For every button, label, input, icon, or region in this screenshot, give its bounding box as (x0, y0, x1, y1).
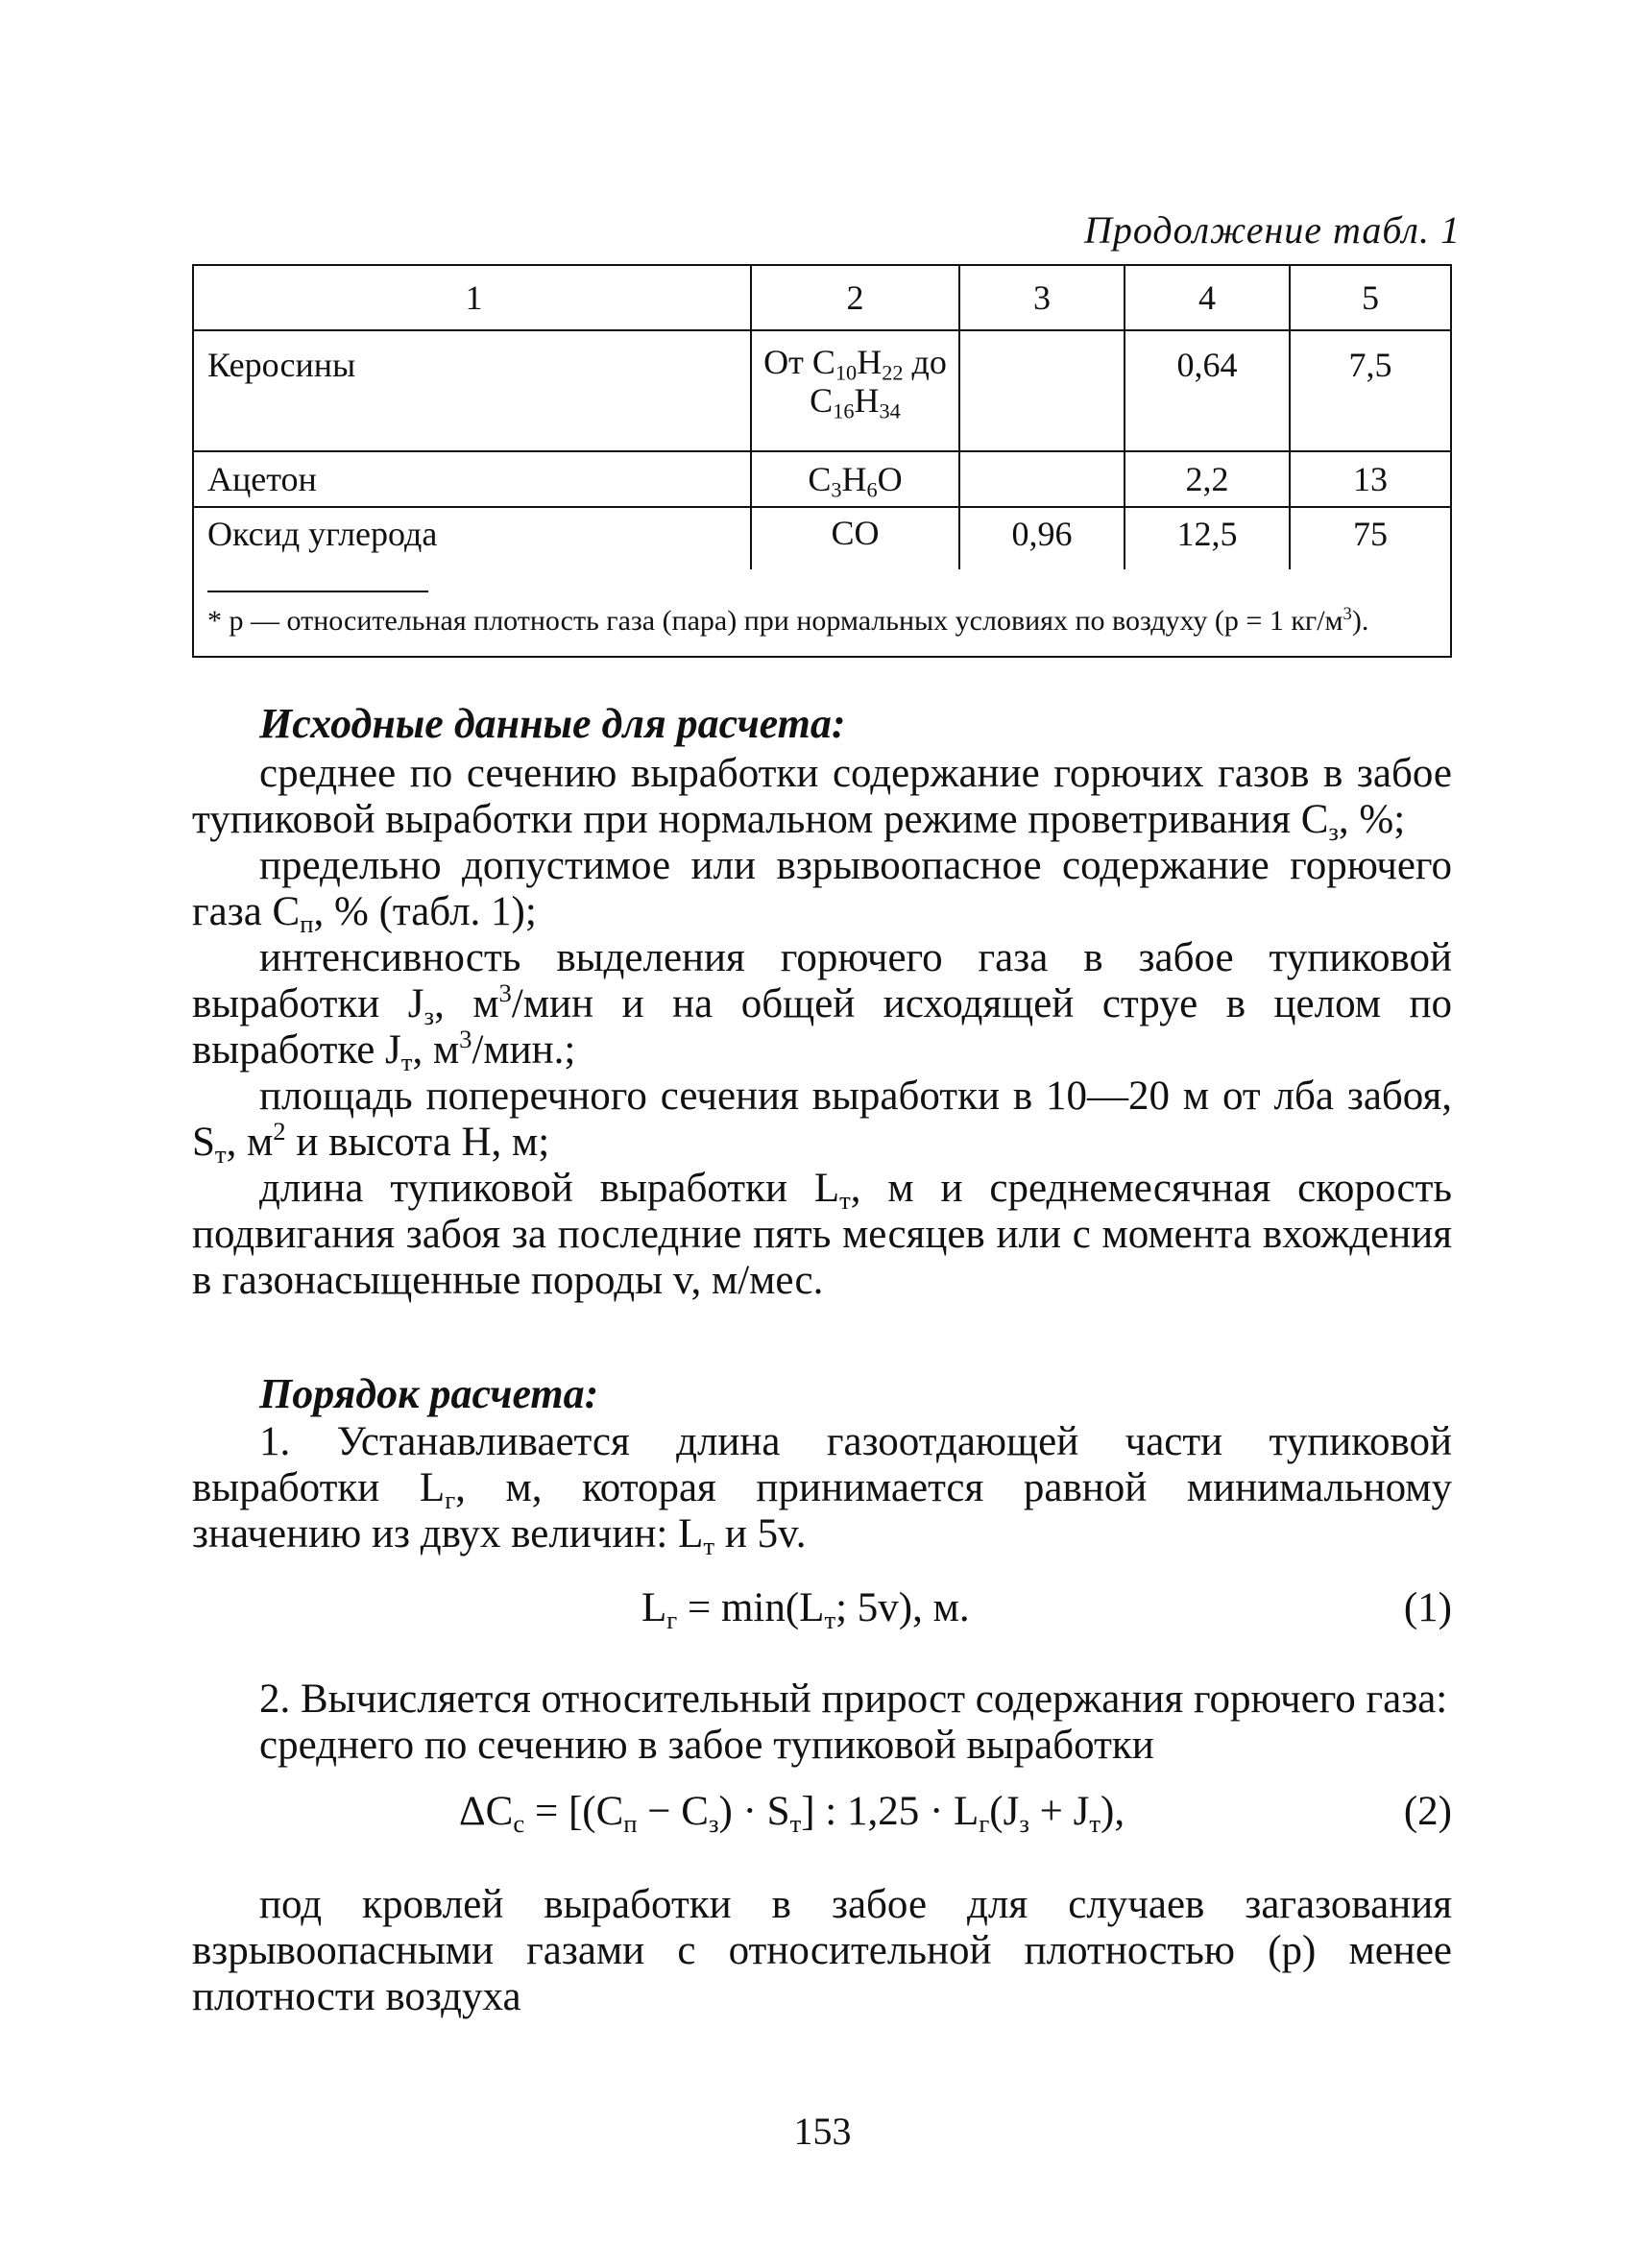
header-col-1: 1 (193, 265, 751, 330)
table-footnote: * р — относительная плотность газа (пара) при нормальных условиях по воздуху (р = 1 $кг/м^3$). (207, 603, 1369, 637)
density-value (959, 330, 1125, 451)
substance-name: Ацетон (193, 451, 751, 507)
table-footnote-row (193, 569, 1451, 657)
page-number: 153 (793, 2110, 852, 2153)
chemical-formula: $C_3H_6O$ (751, 451, 959, 507)
table-row (193, 330, 1451, 451)
formula-2-expression: $\Delta С_с = [(С_п - С_з) \cdot S_т]$ : $1,25 \cdot L_г(J_з + J_т)$, (459, 1789, 1125, 1838)
paragraph: среднего по сечению в забое тупиковой выработки (259, 1723, 1154, 1768)
paragraph: предельно допустимое или взрывоопасное содержание горючего газа $С_п$, % (табл. 1); (192, 843, 1452, 938)
header-col-5: 5 (1290, 265, 1451, 330)
header-col-4: 4 (1125, 265, 1290, 330)
initial-data-list (192, 751, 1452, 1304)
table-row (193, 507, 1451, 569)
paragraph: 2. Вычисляется относительный прирост содержания горючего газа: (259, 1677, 1448, 1722)
lower-limit-value: 2,2 (1125, 451, 1290, 507)
substance-name: Керосины (193, 330, 751, 451)
lower-limit-value: 12,5 (1125, 507, 1290, 569)
formula-2-number: (2) (1403, 1789, 1452, 1834)
procedure-step-2 (192, 1677, 1452, 1769)
density-value (959, 451, 1125, 507)
gas-properties-table (192, 264, 1452, 658)
procedure-step-2-continued (192, 1882, 1452, 2020)
chemical-formula: CO (751, 507, 959, 569)
substance-name: Оксид углерода (193, 507, 751, 569)
procedure-heading: Порядок расчета: (259, 1370, 599, 1417)
procedure-step-1 (192, 1419, 1453, 1560)
paragraph: длина тупиковой выработки $L_т$, м и среднемесячная скорость подвигания забоя за последние пять месяцев или с момента вхождения в газонасыщенные породы v, м/мес. (192, 1166, 1452, 1303)
upper-limit-value: 7,5 (1290, 330, 1451, 451)
density-value: 0,96 (959, 507, 1125, 569)
upper-limit-value: 75 (1290, 507, 1451, 569)
lower-limit-value: 0,64 (1125, 330, 1290, 451)
upper-limit-value: 13 (1290, 451, 1451, 507)
header-col-3: 3 (959, 265, 1125, 330)
formula-1-number: (1) (1403, 1585, 1452, 1630)
footnote-divider (207, 591, 428, 592)
formula-1-expression: $L_г = \min(L_т$; 5v), м. (641, 1585, 970, 1634)
chemical-formula: От $C_{10}H_{22}$ до $C_{16}H_{34}$ (751, 330, 959, 451)
table-header-row (193, 265, 1451, 330)
paragraph: под кровлей выработки в забое для случаев загазования взрывоопасными газами с относительной плотностью (р) менее плотности воздуха (192, 1882, 1452, 2019)
paragraph: площадь поперечного сечения выработки в 10—20 м от лба забоя, $S_т$, $м^2$ и высота Н, м; (192, 1074, 1452, 1169)
table-continuation-caption: Продолжение табл. 1 (1083, 208, 1461, 252)
header-col-2: 2 (751, 265, 959, 330)
paragraph: среднее по сечению выработки содержание горючих газов в забое тупиковой выработки при нормальном режиме проветривания $С_з$, %; (192, 751, 1452, 846)
paragraph: 1. Устанавливается длина газоотдающей части тупиковой выработки $L_г$, м, которая принимается равной минимальному значению из двух величин: $L_т$ и 5v. (192, 1419, 1453, 1560)
paragraph: интенсивность выделения горючего газа в забое тупиковой выработки $J_з$, $м^3$/мин и на общей исходящей струе в целом по выработке $J_т$, $м^3$/мин.; (192, 935, 1452, 1076)
table-row (193, 451, 1451, 507)
initial-data-heading: Исходные данные для расчета: (259, 700, 846, 747)
table-footnote-cell (193, 569, 1451, 657)
